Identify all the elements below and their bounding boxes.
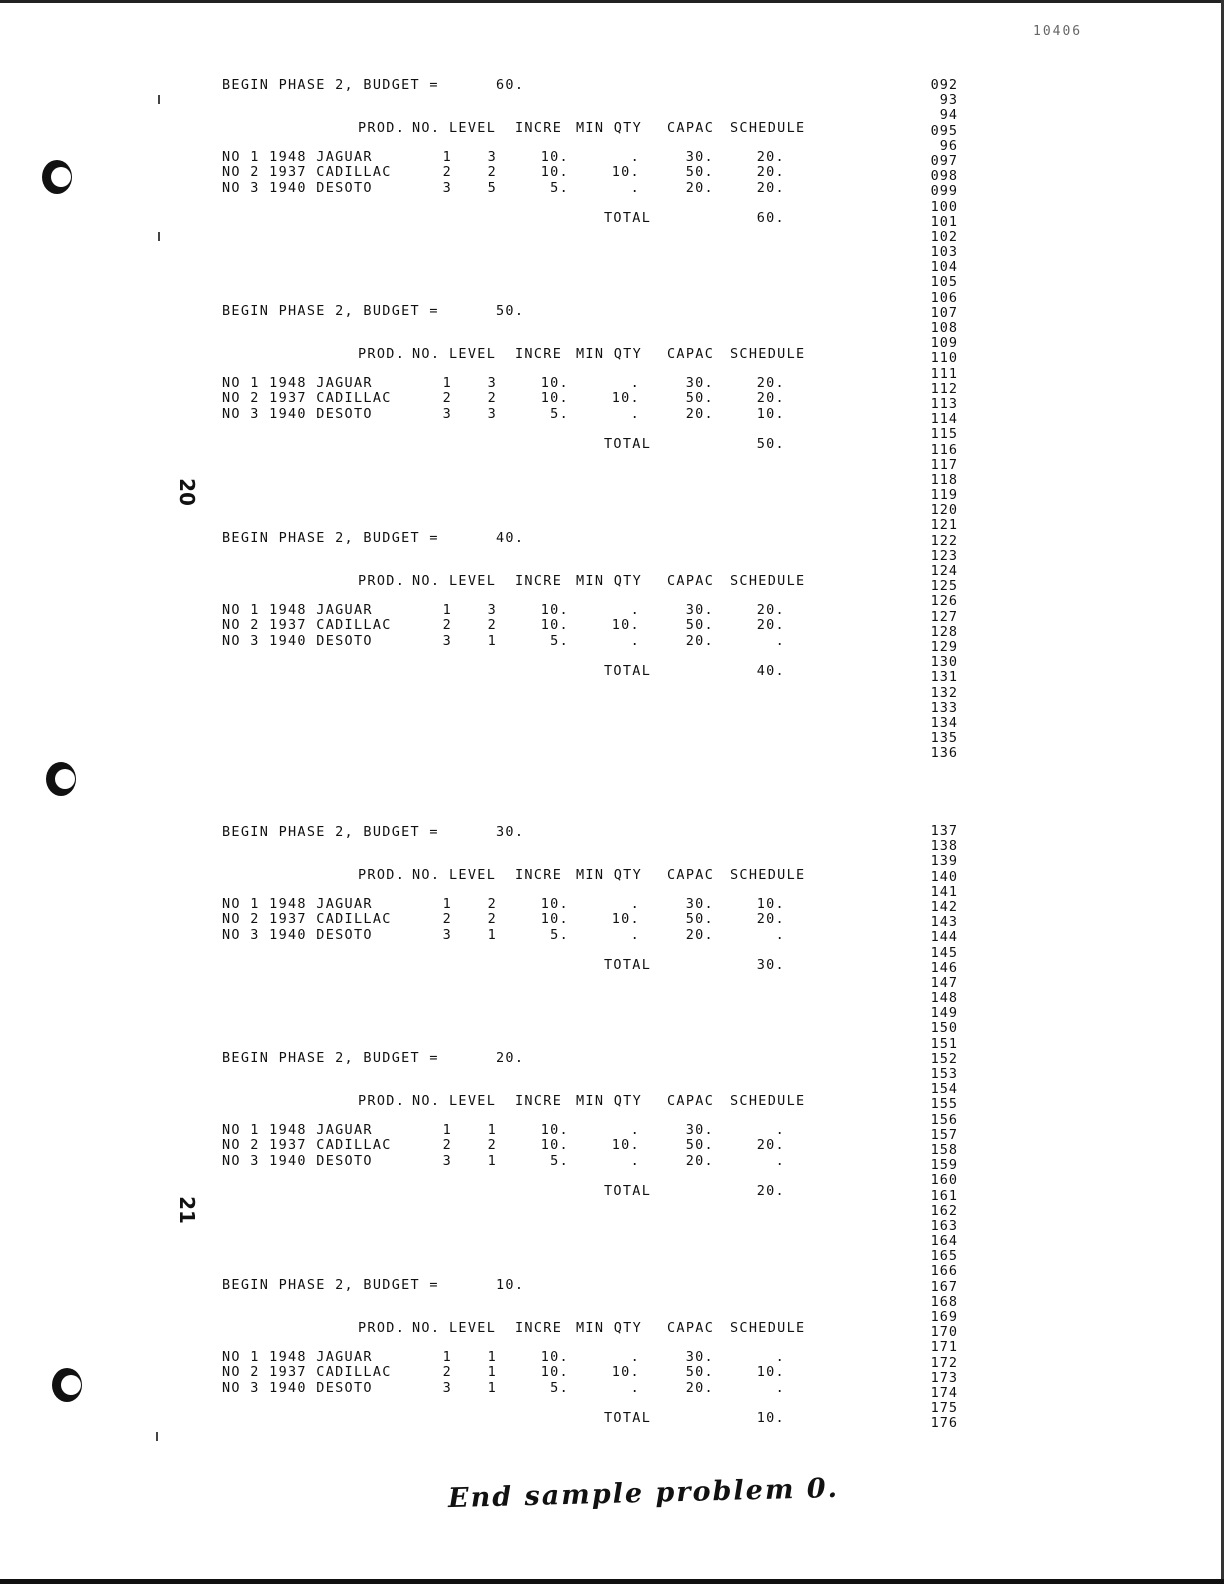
line-number: 160	[930, 1172, 958, 1189]
cell-incre: 5.	[550, 405, 569, 422]
punch-hole-icon	[42, 160, 72, 194]
line-number: 172	[930, 1354, 958, 1371]
cell-incre: 10.	[540, 1137, 569, 1154]
cell-schedule: 20.	[756, 617, 785, 634]
cell-level: 5	[487, 179, 497, 196]
cell-level: 1	[487, 1152, 497, 1169]
cell-capac: 50.	[685, 1137, 714, 1154]
cell-capac: 20.	[685, 405, 714, 422]
line-number: 168	[930, 1293, 958, 1310]
cell-minqty: .	[630, 1379, 640, 1396]
punch-hole-icon	[52, 1368, 82, 1402]
column-header: CAPAC	[667, 1320, 715, 1336]
cell-schedule: 20.	[756, 1137, 785, 1154]
cell-capac: 50.	[685, 164, 714, 181]
column-header: MIN QTY	[576, 573, 642, 589]
product-name: NO 3 1940 DESOTO	[222, 632, 373, 649]
side-page-number: 20	[174, 478, 199, 506]
cell-schedule: .	[775, 632, 785, 649]
cell-no: 3	[442, 405, 452, 422]
product-name: NO 3 1940 DESOTO	[222, 179, 373, 196]
line-number: 139	[930, 853, 958, 870]
cell-no: 3	[442, 926, 452, 943]
cell-schedule: 10.	[756, 896, 785, 912]
cell-level: 3	[487, 375, 497, 391]
cell-no: 2	[442, 1364, 452, 1381]
line-numbers-column	[900, 78, 958, 761]
line-number: 120	[930, 502, 958, 519]
line-number: 097	[930, 152, 958, 169]
line-number: 138	[930, 838, 958, 855]
product-name: NO 3 1940 DESOTO	[222, 926, 373, 943]
budget-label: BEGIN PHASE 2, BUDGET =	[222, 1277, 439, 1293]
product-name: NO 3 1940 DESOTO	[222, 1152, 373, 1169]
cell-capac: 50.	[685, 617, 714, 634]
line-number: 098	[930, 168, 958, 185]
line-number: 156	[930, 1111, 958, 1128]
cell-capac: 50.	[685, 1364, 714, 1381]
column-header: CAPAC	[667, 573, 715, 589]
line-number: 149	[930, 1005, 958, 1022]
line-number: 116	[930, 441, 958, 458]
line-number: 175	[930, 1400, 958, 1417]
column-header: INCRE	[515, 573, 563, 589]
column-header: LEVEL	[449, 1093, 497, 1109]
line-number: 129	[930, 638, 958, 655]
cell-incre: 10.	[540, 164, 569, 181]
line-number: 94	[939, 107, 958, 124]
line-number: 130	[930, 654, 958, 671]
budget-label: BEGIN PHASE 2, BUDGET =	[222, 1050, 439, 1066]
line-number: 106	[930, 289, 958, 306]
line-number: 140	[930, 868, 958, 885]
cell-schedule: 20.	[756, 179, 785, 196]
total-label: TOTAL	[604, 957, 652, 973]
cell-no: 2	[442, 617, 452, 634]
total-label: TOTAL	[604, 436, 652, 452]
cell-minqty: 10.	[611, 1137, 640, 1154]
column-header: MIN QTY	[576, 1320, 642, 1336]
column-header: INCRE	[515, 120, 563, 136]
margin-tick	[158, 232, 160, 241]
cell-level: 2	[487, 1137, 497, 1154]
side-page-number: 21	[174, 1196, 199, 1224]
cell-capac: 30.	[685, 896, 714, 912]
product-name: NO 2 1937 CADILLAC	[222, 617, 392, 634]
cell-minqty: 10.	[611, 617, 640, 634]
line-number: 132	[930, 684, 958, 701]
cell-minqty: 10.	[611, 1364, 640, 1381]
cell-level: 3	[487, 149, 497, 165]
line-number: 158	[930, 1141, 958, 1158]
line-number: 142	[930, 898, 958, 915]
column-header: MIN QTY	[576, 346, 642, 362]
column-header: CAPAC	[667, 346, 715, 362]
cell-schedule: .	[775, 1152, 785, 1169]
cell-incre: 5.	[550, 1379, 569, 1396]
cell-no: 2	[442, 164, 452, 181]
cell-schedule: .	[775, 1122, 785, 1138]
bottom-edge-line	[0, 1579, 1224, 1584]
line-number: 099	[930, 183, 958, 200]
cell-incre: 5.	[550, 926, 569, 943]
line-number: 102	[930, 228, 958, 245]
line-number: 134	[930, 714, 958, 731]
line-number: 137	[930, 823, 958, 839]
budget-label: BEGIN PHASE 2, BUDGET =	[222, 530, 439, 546]
line-number: 118	[930, 471, 958, 488]
cell-minqty: 10.	[611, 911, 640, 928]
total-label: TOTAL	[604, 663, 652, 679]
column-header: MIN QTY	[576, 1093, 642, 1109]
cell-schedule: 10.	[756, 405, 785, 422]
line-number: 112	[930, 380, 958, 397]
cell-capac: 50.	[685, 390, 714, 407]
cell-no: 1	[442, 602, 452, 618]
cell-no: 3	[442, 632, 452, 649]
cell-no: 1	[442, 1122, 452, 1138]
cell-minqty: 10.	[611, 164, 640, 181]
line-number: 108	[930, 320, 958, 336]
line-number: 104	[930, 259, 958, 276]
total-value: 50.	[756, 436, 785, 452]
cell-incre: 5.	[550, 179, 569, 196]
line-number: 115	[930, 426, 958, 443]
line-number: 113	[930, 395, 958, 412]
budget-value: 40.	[496, 530, 525, 546]
product-name: NO 1 1948 JAGUAR	[222, 149, 373, 165]
line-number: 125	[930, 578, 958, 595]
cell-capac: 30.	[685, 602, 714, 618]
line-number: 165	[930, 1248, 958, 1265]
column-header: INCRE	[515, 346, 563, 362]
line-number: 176	[930, 1415, 958, 1432]
cell-minqty: .	[630, 926, 640, 943]
column-header: NO.	[412, 1320, 441, 1336]
line-number: 159	[930, 1157, 958, 1174]
line-number: 135	[930, 730, 958, 747]
budget-value: 20.	[496, 1050, 525, 1066]
line-number: 110	[930, 350, 958, 367]
line-number: 143	[930, 914, 958, 931]
total-label: TOTAL	[604, 1410, 652, 1426]
budget-value: 60.	[496, 77, 525, 93]
line-number: 157	[930, 1126, 958, 1143]
cell-incre: 5.	[550, 632, 569, 649]
column-header: NO.	[412, 346, 441, 362]
budget-value: 30.	[496, 824, 525, 840]
cell-no: 2	[442, 1137, 452, 1154]
line-number: 148	[930, 990, 958, 1007]
line-number: 136	[930, 745, 958, 762]
column-header: CAPAC	[667, 867, 715, 883]
cell-minqty: .	[630, 632, 640, 649]
line-number: 151	[930, 1035, 958, 1052]
column-header: LEVEL	[449, 346, 497, 362]
product-name: NO 2 1937 CADILLAC	[222, 1137, 392, 1154]
product-name: NO 3 1940 DESOTO	[222, 405, 373, 422]
line-number: 173	[930, 1369, 958, 1386]
line-number: 155	[930, 1096, 958, 1113]
cell-no: 2	[442, 911, 452, 928]
cell-incre: 10.	[540, 896, 569, 912]
column-header: PROD.	[358, 1093, 406, 1109]
cell-schedule: 20.	[756, 149, 785, 165]
cell-capac: 30.	[685, 375, 714, 391]
line-number: 131	[930, 669, 958, 686]
line-number: 171	[930, 1339, 958, 1356]
line-number: 126	[930, 593, 958, 610]
line-number: 100	[930, 198, 958, 215]
line-number: 162	[930, 1202, 958, 1219]
column-header: NO.	[412, 573, 441, 589]
product-name: NO 1 1948 JAGUAR	[222, 896, 373, 912]
line-number: 152	[930, 1050, 958, 1067]
cell-level: 1	[487, 1122, 497, 1138]
line-number: 121	[930, 517, 958, 534]
column-header: NO.	[412, 120, 441, 136]
cell-minqty: .	[630, 1152, 640, 1169]
line-number: 107	[930, 304, 958, 321]
line-number: 96	[939, 137, 958, 154]
line-number: 93	[939, 92, 958, 109]
column-header: SCHEDULE	[730, 1093, 806, 1109]
line-number: 114	[930, 411, 958, 428]
cell-level: 2	[487, 390, 497, 407]
line-number: 124	[930, 563, 958, 579]
column-header: NO.	[412, 1093, 441, 1109]
cell-level: 2	[487, 911, 497, 928]
column-header: PROD.	[358, 867, 406, 883]
column-header: NO.	[412, 867, 441, 883]
line-number: 170	[930, 1324, 958, 1341]
cell-incre: 10.	[540, 1349, 569, 1365]
column-header: SCHEDULE	[730, 867, 806, 883]
total-value: 10.	[756, 1410, 785, 1426]
cell-no: 3	[442, 179, 452, 196]
budget-label: BEGIN PHASE 2, BUDGET =	[222, 824, 439, 840]
line-number: 111	[930, 365, 958, 382]
cell-level: 1	[487, 1379, 497, 1396]
cell-incre: 10.	[540, 1364, 569, 1381]
product-name: NO 1 1948 JAGUAR	[222, 602, 373, 618]
total-label: TOTAL	[604, 1183, 652, 1199]
margin-tick	[158, 95, 160, 104]
total-value: 40.	[756, 663, 785, 679]
punch-hole-icon	[46, 762, 76, 796]
line-number: 166	[930, 1263, 958, 1280]
cell-level: 1	[487, 632, 497, 649]
cell-minqty: .	[630, 149, 640, 165]
line-number: 119	[930, 487, 958, 504]
column-header: SCHEDULE	[730, 573, 806, 589]
cell-no: 3	[442, 1152, 452, 1169]
product-name: NO 2 1937 CADILLAC	[222, 1364, 392, 1381]
cell-schedule: .	[775, 1379, 785, 1396]
line-number: 133	[930, 699, 958, 716]
cell-level: 3	[487, 405, 497, 422]
cell-incre: 10.	[540, 149, 569, 165]
line-number: 105	[930, 274, 958, 291]
column-header: CAPAC	[667, 1093, 715, 1109]
cell-schedule: 20.	[756, 375, 785, 391]
cell-minqty: .	[630, 405, 640, 422]
budget-value: 10.	[496, 1277, 525, 1293]
column-header: MIN QTY	[576, 867, 642, 883]
cell-no: 1	[442, 375, 452, 391]
column-header: LEVEL	[449, 120, 497, 136]
line-numbers-column	[900, 824, 958, 1432]
cell-schedule: 10.	[756, 1364, 785, 1381]
line-number: 145	[930, 944, 958, 961]
cell-schedule: .	[775, 926, 785, 943]
cell-level: 3	[487, 602, 497, 618]
line-number: 164	[930, 1233, 958, 1250]
cell-level: 2	[487, 617, 497, 634]
cell-no: 3	[442, 1379, 452, 1396]
column-header: LEVEL	[449, 1320, 497, 1336]
line-number: 117	[930, 456, 958, 473]
cell-incre: 10.	[540, 602, 569, 618]
cell-no: 1	[442, 149, 452, 165]
cell-capac: 30.	[685, 1349, 714, 1365]
cell-level: 2	[487, 164, 497, 181]
budget-value: 50.	[496, 303, 525, 319]
budget-label: BEGIN PHASE 2, BUDGET =	[222, 77, 439, 93]
cell-schedule: .	[775, 1349, 785, 1365]
line-number: 161	[930, 1187, 958, 1204]
column-header: INCRE	[515, 1320, 563, 1336]
cell-minqty: .	[630, 375, 640, 391]
product-name: NO 1 1948 JAGUAR	[222, 375, 373, 391]
line-number: 174	[930, 1384, 958, 1401]
line-number: 109	[930, 335, 958, 352]
cell-capac: 20.	[685, 632, 714, 649]
product-name: NO 1 1948 JAGUAR	[222, 1122, 373, 1138]
column-header: INCRE	[515, 1093, 563, 1109]
cell-minqty: .	[630, 896, 640, 912]
page-code: 10406	[1033, 24, 1083, 39]
cell-level: 2	[487, 896, 497, 912]
cell-level: 1	[487, 1349, 497, 1365]
column-header: SCHEDULE	[730, 120, 806, 136]
product-name: NO 2 1937 CADILLAC	[222, 390, 392, 407]
line-number: 150	[930, 1020, 958, 1037]
line-number: 154	[930, 1081, 958, 1098]
cell-minqty: .	[630, 602, 640, 618]
cell-no: 1	[442, 1349, 452, 1365]
cell-level: 1	[487, 926, 497, 943]
cell-capac: 30.	[685, 149, 714, 165]
line-number: 169	[930, 1309, 958, 1325]
column-header: LEVEL	[449, 573, 497, 589]
column-header: SCHEDULE	[730, 346, 806, 362]
product-name: NO 2 1937 CADILLAC	[222, 164, 392, 181]
cell-schedule: 20.	[756, 164, 785, 181]
line-number: 128	[930, 623, 958, 640]
cell-incre: 10.	[540, 375, 569, 391]
line-number: 095	[930, 122, 958, 139]
cell-minqty: .	[630, 179, 640, 196]
total-value: 60.	[756, 210, 785, 226]
cell-incre: 10.	[540, 1122, 569, 1138]
line-number: 092	[930, 77, 958, 93]
line-number: 163	[930, 1217, 958, 1234]
cell-minqty: .	[630, 1349, 640, 1365]
column-header: PROD.	[358, 120, 406, 136]
cell-incre: 10.	[540, 390, 569, 407]
handwritten-note: End sample problem 0.	[447, 1472, 840, 1515]
line-number: 127	[930, 608, 958, 625]
product-name: NO 1 1948 JAGUAR	[222, 1349, 373, 1365]
cell-capac: 20.	[685, 926, 714, 943]
line-number: 146	[930, 959, 958, 976]
line-number: 141	[930, 883, 958, 900]
budget-label: BEGIN PHASE 2, BUDGET =	[222, 303, 439, 319]
line-number: 144	[930, 929, 958, 946]
cell-no: 2	[442, 390, 452, 407]
top-edge-line	[0, 0, 1224, 3]
cell-schedule: 20.	[756, 911, 785, 928]
column-header: LEVEL	[449, 867, 497, 883]
column-header: PROD.	[358, 573, 406, 589]
line-number: 123	[930, 547, 958, 564]
column-header: PROD.	[358, 346, 406, 362]
product-name: NO 3 1940 DESOTO	[222, 1379, 373, 1396]
column-header: CAPAC	[667, 120, 715, 136]
cell-capac: 30.	[685, 1122, 714, 1138]
line-number: 122	[930, 532, 958, 549]
cell-capac: 20.	[685, 1379, 714, 1396]
cell-capac: 20.	[685, 179, 714, 196]
total-value: 20.	[756, 1183, 785, 1199]
cell-incre: 10.	[540, 617, 569, 634]
cell-incre: 5.	[550, 1152, 569, 1169]
cell-schedule: 20.	[756, 390, 785, 407]
column-header: INCRE	[515, 867, 563, 883]
cell-schedule: 20.	[756, 602, 785, 618]
cell-capac: 20.	[685, 1152, 714, 1169]
line-number: 167	[930, 1278, 958, 1295]
total-label: TOTAL	[604, 210, 652, 226]
line-number: 101	[930, 213, 958, 230]
cell-no: 1	[442, 896, 452, 912]
line-number: 103	[930, 244, 958, 261]
column-header: SCHEDULE	[730, 1320, 806, 1336]
margin-tick	[156, 1432, 158, 1441]
column-header: PROD.	[358, 1320, 406, 1336]
product-name: NO 2 1937 CADILLAC	[222, 911, 392, 928]
cell-minqty: .	[630, 1122, 640, 1138]
cell-incre: 10.	[540, 911, 569, 928]
cell-level: 1	[487, 1364, 497, 1381]
cell-capac: 50.	[685, 911, 714, 928]
cell-minqty: 10.	[611, 390, 640, 407]
line-number: 153	[930, 1066, 958, 1082]
column-header: MIN QTY	[576, 120, 642, 136]
line-number: 147	[930, 974, 958, 991]
total-value: 30.	[756, 957, 785, 973]
